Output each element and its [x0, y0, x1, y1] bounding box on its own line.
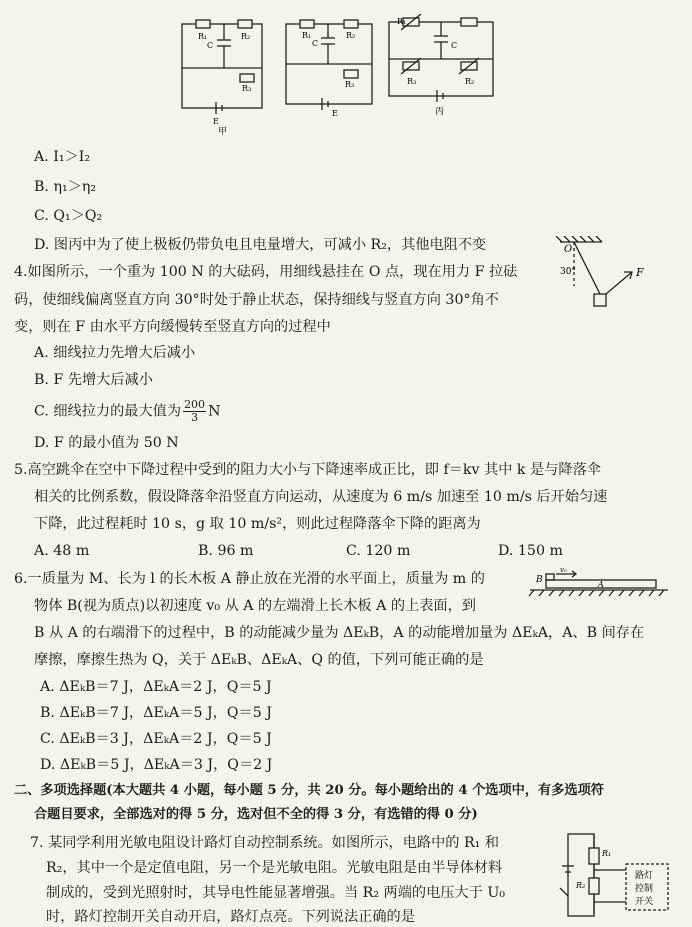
- q4-stem-line3: 变，则在 F 由水平方向缓慢转至竖直方向的过程中: [14, 319, 331, 335]
- q7-switch-box-line3: 开关: [635, 897, 654, 907]
- yi-c-label: C: [312, 39, 319, 48]
- q4-fraction-denominator: 3: [191, 411, 199, 424]
- q6-board-a-label: A: [598, 580, 604, 589]
- q6-board-diagram: [520, 566, 670, 606]
- jia-e-label: E: [213, 117, 219, 126]
- q4-stem-line1: 4.如图所示，一个重为 100 N 的大砝码，用细线悬挂在 O 点，现在用力 F 拉砝: [14, 264, 518, 280]
- q7-switch-box-line1: 路灯: [635, 871, 654, 881]
- q7-switch-box-line2: 控制: [635, 884, 654, 894]
- q6-option-c: C. ΔEₖB＝3 J，ΔEₖA＝2 J，Q＝5 J: [40, 731, 272, 747]
- q4-option-c-unit: N: [208, 403, 221, 420]
- q6-block-b-label: B: [536, 575, 543, 585]
- q7-stem-line4: 时，路灯控制开关自动开启，路灯点亮。下列说法正确的是: [46, 909, 415, 925]
- bing-r2-label: R₂: [465, 77, 475, 86]
- q3-option-b: B. η₁＞η₂: [34, 179, 97, 195]
- q3-option-d: D. 图丙中为了使上极板仍带负电且电量增大，可减小 R₂，其他电阻不变: [34, 237, 487, 253]
- q6-option-b: B. ΔEₖB＝7 J，ΔEₖA＝5 J，Q＝5 J: [40, 705, 272, 721]
- q4-angle-label: 30°: [560, 267, 576, 277]
- section2-heading-line1: 二、多项选择题(本大题共 4 小题，每小题 5 分，共 20 分。每小题给出的 4 个选项中，有多选项符: [14, 783, 604, 798]
- circuit-figure-bing: [385, 14, 500, 118]
- yi-r1-label: R₁: [302, 31, 312, 40]
- bing-r1-label: R₁: [397, 17, 407, 26]
- section2-heading-line2: 合题目要求，全部选对的得 5 分，选对但不全的得 3 分，有选错的得 0 分): [34, 807, 478, 822]
- circuit-figure-jia: [180, 18, 272, 136]
- q6-stem-line1: 6.一质量为 M、长为 l 的长木板 A 静止放在光滑的水平面上，质量为 m 的: [14, 571, 485, 587]
- q3-option-a: A. I₁＞I₂: [34, 149, 91, 165]
- yi-r2-label: R₂: [346, 31, 356, 40]
- q5-stem-line2: 相关的比例系数，假设降落伞沿竖直方向运动，从速度为 6 m/s 加速至 10 m/s 后开始匀速: [34, 489, 608, 505]
- q4-force-diagram: [552, 236, 672, 318]
- q4-stem-line2: 码，使细线偏离竖直方向 30°时处于静止状态，保持细线与竖直方向 30°角不: [14, 292, 499, 308]
- jia-figure-label: 甲: [218, 127, 228, 136]
- yi-r3-label: R₃: [345, 80, 355, 89]
- q4-option-c-text: C. 细线拉力的最大值为: [34, 403, 182, 420]
- q4-option-d: D. F 的最小值为 50 N: [34, 435, 179, 451]
- circuit-figure-yi: [282, 18, 378, 118]
- q6-option-d: D. ΔEₖB＝5 J，ΔEₖA＝3 J，Q＝2 J: [40, 757, 273, 773]
- q5-stem-line3: 下降，此过程耗时 10 s，g 取 10 m/s²，则此过程降落伞下降的距离为: [34, 516, 481, 532]
- q4-point-o-label: O: [564, 244, 573, 255]
- q4-option-b: B. F 先增大后减小: [34, 372, 153, 388]
- q6-stem-line4: 摩擦，摩擦生热为 Q，关于 ΔEₖB、ΔEₖA、Q 的值，下列可能正确的是: [34, 652, 484, 668]
- q7-stem-line2: R₂，其中一个是定值电阻，另一个是光敏电阻。光敏电阻是由半导体材料: [46, 860, 503, 876]
- bing-figure-label: 丙: [435, 107, 445, 117]
- q5-option-a: A. 48 m: [34, 543, 90, 559]
- q4-option-c-fraction: [183, 399, 206, 424]
- q7-stem-line1: 7. 某同学利用光敏电阻设计路灯自动控制系统。如图所示，电路中的 R₁ 和: [30, 835, 500, 851]
- q5-stem-line1: 5.高空跳伞在空中下降过程中受到的阻力大小与下降速率成正比，即 f＝kv 其中 k 是与降落伞: [14, 462, 601, 478]
- bing-r3-label: R₃: [407, 77, 417, 86]
- q4-option-a: A. 细线拉力先增大后减小: [34, 345, 196, 361]
- q4-option-c: [34, 399, 220, 424]
- q6-stem-line2: 物体 B(视为质点)以初速度 v₀ 从 A 的左端滑上长木板 A 的上表面，到: [34, 598, 476, 614]
- q6-option-a: A. ΔEₖB＝7 J，ΔEₖA＝2 J，Q＝5 J: [40, 679, 272, 695]
- jia-r3-label: R₃: [242, 84, 252, 93]
- jia-r2-label: R₂: [241, 32, 251, 41]
- q4-force-f-label: F: [636, 266, 644, 279]
- q5-option-d: D. 150 m: [498, 543, 563, 559]
- q5-option-b: B. 96 m: [198, 543, 254, 559]
- q7-stem-line3: 制成的，受到光照射时，其导电性能显著增强。当 R₂ 两端的电压大于 U₀: [46, 885, 505, 901]
- q4-fraction-numerator: 200: [184, 398, 206, 411]
- yi-e-label: E: [332, 109, 338, 118]
- q7-r1-label: R₁: [602, 849, 612, 858]
- jia-r1-label: R₁: [198, 32, 208, 41]
- q5-option-c: C. 120 m: [346, 543, 411, 559]
- q7-r2-label: R₂: [576, 881, 586, 890]
- bing-c-label: C: [451, 41, 458, 50]
- q7-circuit-diagram: [548, 826, 688, 924]
- jia-c-label: C: [207, 41, 214, 50]
- q6-stem-line3: B 从 A 的右端滑下的过程中，B 的动能减少量为 ΔEₖB，A 的动能增加量为 ΔEₖA，A、B 间存在: [34, 625, 645, 641]
- q3-option-c: C. Q₁＞Q₂: [34, 208, 103, 224]
- q6-v0-label: v₀: [560, 566, 567, 574]
